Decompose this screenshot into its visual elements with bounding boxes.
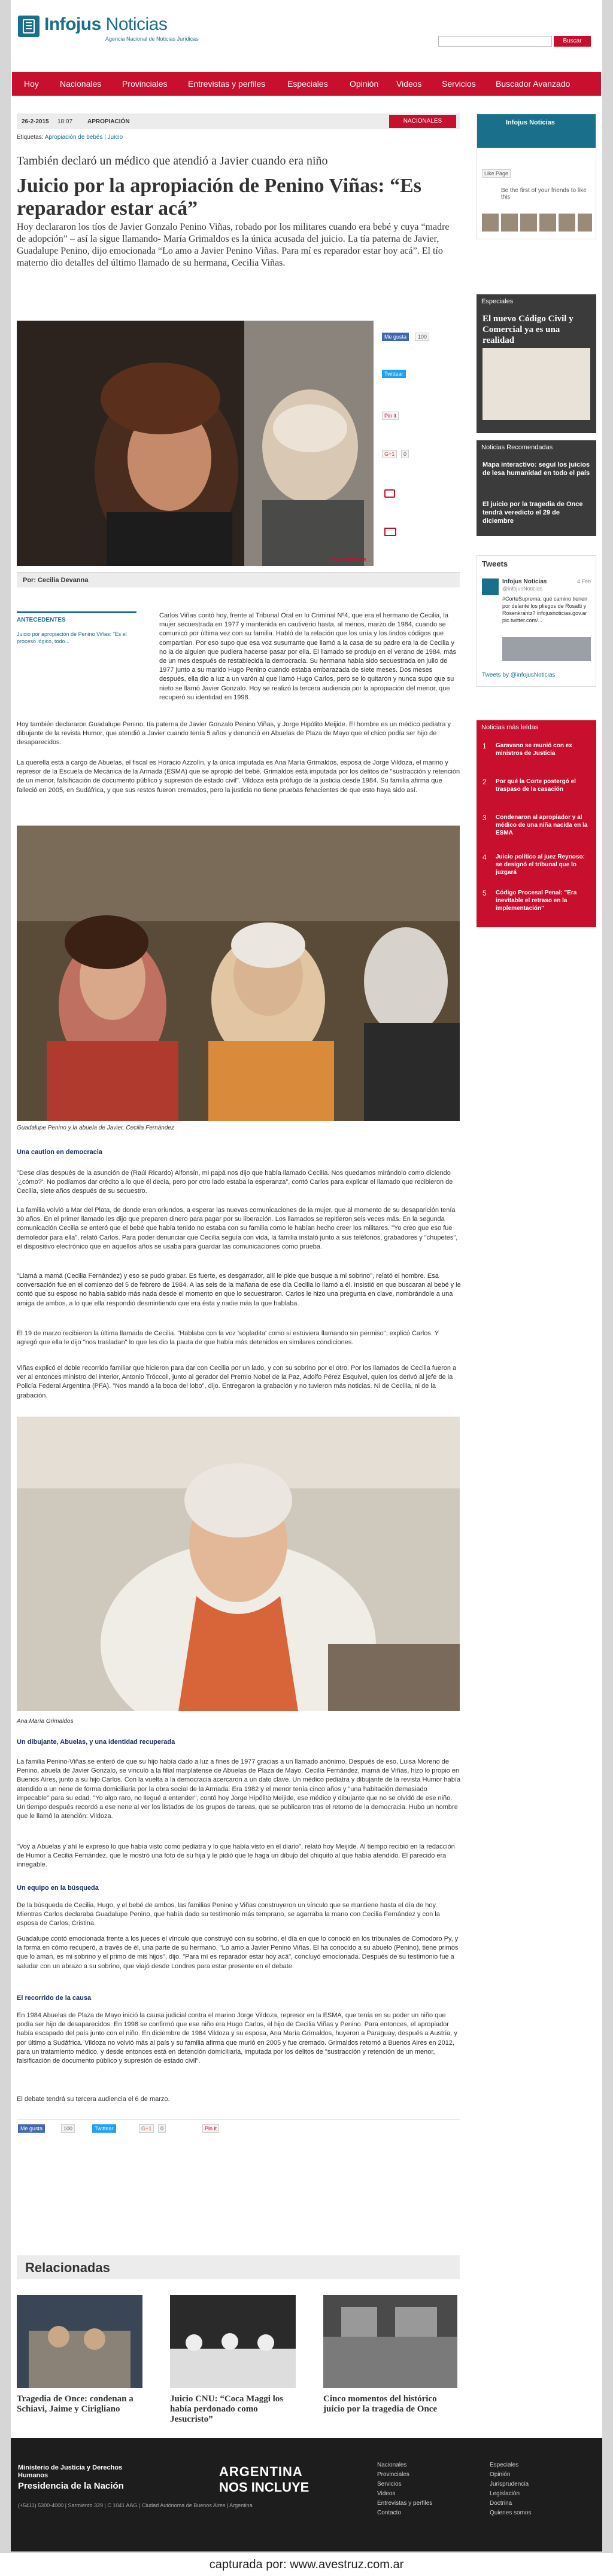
section-badge[interactable]: NACIONALES (389, 115, 456, 128)
footer-link[interactable]: Doctrina (490, 2500, 512, 2507)
especial-title[interactable]: El nuevo Código Civil y Comercial ya es una realidad (482, 314, 573, 345)
fb-page-name[interactable]: Infojus Noticias (506, 119, 555, 126)
presidency-name: Presidencia de la Nación (18, 2481, 124, 2491)
related-title-2[interactable]: Juicio CNU: “Coca Maggi los había perdonado como Jesucristo” (170, 2394, 284, 2424)
tag-links[interactable]: Apropiación de bebés | Juicio (44, 134, 123, 141)
bottom-google-plus-count: 0 (158, 2124, 166, 2133)
nav-provinciales[interactable]: Provinciales (122, 79, 168, 89)
nav-videos[interactable]: Videos (396, 79, 422, 89)
body-paragraph-7: El 19 de marzo recibieron la última llamada de Cecilia. "Hablaba con la voz 'sopladita' como si estuviera llamando sin permiso", explicó Carlos. Y agregó que ella le dijo "nos trasladan" lo que les dio la pauta de que había más detenidos en similares condiciones. (17, 1330, 439, 1347)
logo-icon[interactable] (18, 16, 40, 37)
nav-hoy[interactable]: Hoy (24, 79, 39, 89)
especiales-header: Especiales (477, 294, 596, 309)
bottom-google-plus[interactable]: G+1 (139, 2124, 154, 2133)
recom-item-2[interactable]: El juicio por la tragedia de Once tendrá veredicto el 29 de diciembre (482, 501, 583, 525)
body-paragraph-11: De la búsqueda de Cecilia, Hugo, y el bebé de ambos, las familias Penino y Viñas construyeron un vínculo que se mantiene hasta el día de hoy. Mientras Carlos declaraba Guadalupe Penino, que había dado su testimonio más temprano, se agarraba la mano con Cecilia Fernández y con la esposa de Carlos, Cristina. (17, 1902, 440, 1928)
nav-especiales[interactable]: Especiales (287, 79, 328, 89)
fb-like-page-button[interactable]: Like Page (482, 169, 511, 178)
slogan-line-2: NOS INCLUYE (219, 2480, 309, 2495)
subheading-3: Un equipo en la búsqueda (17, 1884, 99, 1892)
fb-friends-text: Be the first of your friends to like this (501, 187, 587, 200)
body-paragraph-9: La familia Penino-Viñas se enteró de que su hijo había dado a luz a fines de 1977 gracias a un llamado anónimo. Después de eso, Luisa Moreno de Penino, abuela de Javier Gonzalo, se vinculó a la filial marplatense de Abuelas de Plaza de Mayo. Cecilia Fernández, mamá de Viñas, hizo lo propio en Buenos Aires, junto a su hijo Carlos. Con la vuelta a la democracia acercaron a un dato clave. Un médico pediatra y dibujante de la revista Humor había atendido a un nene de forma domiciliaria por la obra social de la Armada. Era 1982 y el menor tenía cinco años y "una habitación demasiado impecable" para su edad. "Yo algo raro, no llegué a entender", contó hoy Jorge Hipólito Meijide, ese médico y dibujante que no se olvidó de ese niño. Un tiempo después recordó a ese nene al ver los listados de los grupos de tareas, que se publicaron tras el retorno de la democracia. Hubo un nombre que le llamó la atención: Vildoza. (17, 1758, 461, 1820)
nav-buscador[interactable]: Buscador Avanzado (496, 79, 570, 89)
article-kicker: También declaró un médico que atendió a Javier cuando era niño (17, 154, 328, 168)
facebook-like-count: 100 (415, 333, 429, 341)
facebook-like-button[interactable]: Me gusta (382, 333, 409, 341)
body-paragraph-1: Carlos Viñas contó hoy, frente al Tribunal Oral en lo Criminal Nº4, que era el hermano de Cecilia, la mujer secuestrada en 1977 y mantenida en cautiverio hasta, al menos, marzo de 1984, cuando se comunicó por última vez con su familia. Habló de la relación que los unía y los lindos códigos que compartían. Por eso supo que esa voz susurrante que llamó a la casa de su padre era la de Cecilia y no la de alguien que pudiera hacerse pasar por ella. El llamado se produjo en el verano de 1984, más de un mes después de restablecida la democracia. Su hermana había sido secuestrada en julio de 1977 junto a su marido Hugo Penino cuando estaba embarazada de siete meses. Dos meses después, ella dio a luz a un varón al que llamó Hugo Carlos, pero se lo quitaron y nunca supo que su nieto se llamó Javier Gonzalo. Hoy se realizó la tercera audiencia por la apropiación del menor, que recuperó su identidad en 1998. (159, 612, 456, 701)
google-plus-button[interactable]: G+1 (382, 450, 397, 458)
footer-link[interactable]: Quienes somos (490, 2510, 532, 2516)
body-paragraph-13: En 1984 Abuelas de Plaza de Mayo inició la causa judicial contra el marino Jorge Vildoza, represor en la ESMA, que tenía en su poder un niño que podía ser hijo de desaparecidos. En 1998 se confirmó que ese niño era Hugo Carlos, el hijo de Cecilia Viñas y Penino. Para entonces, el apropiador había escapado del país junto con el niño. En diciembre de 1984 Vildoza y su esposa, Ana María Grimaldos, huyeron a Paraguay, después a Austria, y por último a Sudáfrica. Vildoza no volvió más al país y su familia afirma que murió en 2005 y fue cremado. Grimaldos retornó a Buenos Aires en 2012, para un tratamiento médico, y desde entonces está en detención domiciliaria, imputada por los delitos de "sustracción y retención de un menor, falsificación de documento público y supresión de estado civil". (17, 2012, 457, 2065)
photo-3-illustration (17, 1417, 460, 1711)
footer-link[interactable]: Opinión (490, 2471, 511, 2478)
brand-logo[interactable]: Infojus Noticias (44, 14, 168, 34)
footer-link[interactable]: Provinciales (377, 2471, 409, 2478)
footer-link[interactable]: Jurisprudencia (490, 2481, 529, 2487)
related-title-3[interactable]: Cinco momentos del histórico juicio por la tragedia de Once (323, 2394, 438, 2414)
search-button[interactable]: Buscar (554, 36, 591, 47)
mas-leidas-item[interactable]: 5 Código Procesal Penal: "Era inevitable el retraso en la implementación" (482, 889, 577, 912)
body-paragraph-8: Viñas explicó el doble recorrido familiar que hicieron para dar con Cecilia por un lado, y con su sobrino por el otro. Por los llamados de Cecilia fueron a ver al entonces ministro del interior, Antonio Tróccoli, junto al gerador del Premio Nobel de la Paz, Adolfo Pérez Esquivel, quien los derivó al jefe de la Policía Federal Argentina (PFA). "Nos mandó a la boca del lobo", dijo. Entregaron la grabación y no tuvieron más noticias. Ni de Cecilia, ni de la grabación. (17, 1365, 457, 1399)
mas-leidas-list (477, 735, 596, 927)
print-icon[interactable] (384, 489, 395, 498)
body-paragraph-14: El debate tendrá su tercera audiencia el 6 de marzo. (17, 2096, 170, 2103)
rank-4: 4 (482, 853, 487, 861)
footer-address: (+5411) 5300-4000 | Sarmiento 329 | C 1041 AAG | Ciudad Autónoma de Buenos Aires | Argentina (18, 2502, 253, 2508)
antecedentes-head: ANTECEDENTES (17, 617, 66, 623)
bottom-facebook-like[interactable]: Me gusta (18, 2124, 45, 2133)
photo-2-caption: Guadalupe Penino y la abuela de Javier, Cecilia Fernández (17, 1125, 174, 1131)
photo-credit: Infojus/Noticias (329, 556, 366, 562)
body-paragraph-10: "Voy a Abuelas y ahí le expreso lo que había visto como pediatra y lo que había visto en el diario", relató hoy Meijide. Al tiempo recibió en la redacción de Humor a Cecilia Fernández, que le mostró una foto de su hija y le pidió que le haga un dibujo del chiquito al que había atendido. El parecido era innegable. (17, 1843, 455, 1869)
article-photo-3 (17, 1417, 460, 1711)
photo-3-caption: Ana María Grimaldos (17, 1718, 74, 1725)
footer-link[interactable]: Contacto (377, 2510, 402, 2516)
footer-link[interactable]: Legislación (490, 2490, 520, 2497)
email-icon[interactable] (384, 528, 396, 536)
body-paragraph-12: Guadalupe contó emocionada frente a los jueces el vínculo que construyó con su sobrino, el día en que lo conoció en los tribunales de Comodoro Py, y la forma en cómo recuperó, a través de él, una parte de su hermano. "Lo amo a Javier Penino Viñas. El ha conocido a su abuelo (Penino), tiene primos que lo aman, es mi sobrino y el primo de mis hijos", dijo. "Para mí es reparador estar hoy acá", concluyó emocionada. Después de su testimonio fue a saludar con un abrazo a su sobrino, que viajó desde Londres para estar presente en el debate. (17, 1935, 459, 1970)
related-title-1[interactable]: Tragedia de Once: condenan a Schiavi, Jaime y Cirigliano (17, 2394, 133, 2414)
especial-image (482, 348, 590, 420)
especiales-card[interactable] (477, 309, 596, 433)
recomendadas-header: Noticias Recomendadas (477, 440, 596, 455)
body-paragraph-2: Hoy también declararon Guadalupe Penino, tía paterna de Javier Gonzalo Penino Viñas, y Jorge Hipólito Meijide. El hombre es un médico pediatra y dibujante de la revista Humor, que atendió a Javier cuando tenía 5 años y denunció en Abuelas de Plaza de Mayo que el chico podía ser hijo de desaparecidos. (17, 721, 451, 747)
ministry-name: Ministerio de Justicia y Derechos Humanos (18, 2464, 123, 2479)
tweet-avatar (482, 578, 499, 595)
bottom-facebook-count: 100 (61, 2124, 75, 2133)
article-byline: Por: Cecilia Devanna (17, 572, 460, 587)
slogan-line-1: ARGENTINA (219, 2464, 303, 2479)
tweets-header: Tweets (482, 559, 508, 568)
photo-illustration (17, 321, 374, 566)
tweet-user[interactable]: Infojus Noticias (502, 578, 547, 585)
footer-link[interactable]: Servicios (377, 2481, 402, 2487)
footer-link[interactable]: Nacionales (377, 2462, 407, 2468)
article-lead: Hoy declararon los tíos de Javier Gonzalo Penino Viñas, robado por los militares cuando era bebé y cuya “madre de adopción” – así la sigue llamando- María Grimaldos es la única acusada del juicio. La tía paterna de Javier, Guadalupe Penino, dijo emocionada “Lo amo a Javier Penino Viñas. Para mí es reparador estar hoy acá”. El tío materno dio detalles del último llamado de su hermana, Cecilia Viñas. (17, 222, 450, 268)
article-tags: Etiquetas: Apropiación de bebés | Juicio (17, 134, 123, 141)
rank-3: 3 (482, 814, 487, 822)
rank-5: 5 (482, 889, 487, 897)
recom-item-1[interactable]: Mapa interactivo: seguí los juicios de lesa humanidad en todo el país (482, 461, 590, 477)
twitter-share-button[interactable]: Twittear (382, 370, 406, 378)
fb-friends-avatars (482, 214, 592, 232)
tweet-time: 4 Feb (576, 578, 591, 584)
bottom-twitter-button[interactable]: Twittear (92, 2124, 116, 2133)
twitter-widget (477, 555, 596, 687)
site-footer (11, 2438, 602, 2551)
mas-leidas-item[interactable]: 3 Condenaron al apropiador y al médico de una niña nacida en la ESMA (482, 814, 588, 836)
article-time: 18:07 (57, 118, 73, 125)
body-paragraph-4: "Dese días después de la asunción de (Raúl Ricardo) Alfonsín, mi papá nos dijo que había llamado Cecilia. Nos quedamos mirándolo como diciendo '¿cómo?'. No podíamos dar crédito a lo que él decía, pero por otro lado estaba la esperanza", contó Carlos para explicar el llamado que recibieron de Cecilia, siete años después de su secuestro. (17, 1170, 453, 1195)
capture-credit: capturada por: www.avestruz.com.ar (0, 2553, 613, 2576)
body-paragraph-6: "Llamá a mamá (Cecilia Fernández) y eso se pudo grabar. Es fuerte, es desgarrador, allí le pide que busque a mi sobrino", relató el hombre. Esa conversación fue en el comienzo del 5 de febrero de 1984. A las seis de la mañana de ese día Cecilia lo llamó a él. Insistió en que buscaran al bebé y le contó que su esposo no había sabido más nada desde el momento en que lo secuestraron. Carlos le hizo una pregunta en clave, nombrándole a una amiga de ambos, a lo que ella respondió desmintiendo que era ésta y nadie más la que hablaba. (17, 1272, 461, 1307)
antecedentes-box (17, 611, 136, 645)
article-title: Juicio por la apropiación de Penino Viñas: “Es reparador estar acá” (17, 175, 422, 220)
main-nav (12, 72, 601, 96)
body-paragraph-3: La querella está a cargo de Abuelas, el fiscal es Horacio Azzolín, y la única imputada es Ana María Grimaldos, esposa de Jorge Vildoza, el marino y represor de la Escuela de Mecánica de la Armada (ESMA) que se apropió del bebé. Grimaldos está imputada por los delitos de "sustracción y retención de un menor, falsificación de documento público y supresión de estado civil". Vildoza está prófugo de la justicia desde 1984. Su familia afirma que falleció en 2005, en Sudáfrica, y que sus restos fueron cremados, pero la justicia no tiene pruebas fehacientes de que esto haya sido así. (17, 759, 460, 794)
body-paragraph-5: La familia volvió a Mar del Plata, de donde eran oriundos, a esperar las nuevas comunicaciones de la mujer, que al momento de su desaparición tenía 30 años. En el primer llamado les dijo que preparen dinero para pagar por su liberación. Los llamados se repitieron seis veces más. En la segunda comunicación Cecilia se enteró que el bebé que había tenido no estaba con su familia como le habían hecho creer los militares. "Yo creo que eso fue demoledor para ella", relató Carlos. Para poder denunciar que Cecilia seguía con vida, la familia instaló junto a sus teléfonos, grabadores y "chupetes", el dispositivo electrónico que en aquellos años se usaba para guardar las comunicaciones como prueba. (17, 1207, 458, 1250)
bottom-share-bar (17, 2119, 460, 2137)
footer-link[interactable]: Entrevistas y perfiles (377, 2500, 433, 2507)
rank-2: 2 (482, 778, 487, 786)
rank-1: 1 (482, 742, 487, 750)
nav-nacionales[interactable]: Nacionales (60, 79, 102, 89)
mas-leidas-header: Noticias más leídas (477, 720, 596, 735)
related-thumb-2 (170, 2295, 296, 2388)
related-header: Relacionadas (17, 2255, 460, 2279)
related-thumb-1 (17, 2295, 142, 2388)
sidebar-facebook-widget (477, 114, 596, 239)
mas-leidas-item[interactable]: 1 Garavano se reunió con ex ministros de Justicia (482, 742, 572, 757)
tweet-image[interactable] (502, 637, 591, 661)
tweets-by-link[interactable]: Tweets by @infojusNoticias (482, 672, 556, 678)
article-main-photo (17, 321, 374, 566)
tweet-handle[interactable]: @infojusNoticias (502, 586, 543, 592)
recomendadas-list (477, 455, 596, 536)
article-photo-2 (17, 826, 460, 1121)
nav-opinion[interactable]: Opinión (350, 79, 379, 89)
photo-2-illustration (17, 826, 460, 1121)
nav-entrevistas[interactable]: Entrevistas y perfiles (188, 79, 266, 89)
related-thumb-3 (323, 2295, 457, 2388)
nav-servicios[interactable]: Servicios (442, 79, 476, 89)
article-section: APROPIACIÓN (87, 118, 130, 125)
mas-leidas-item[interactable]: 2 Por qué la Corte postergó el traspaso de la casación (482, 778, 576, 793)
bottom-pinterest[interactable]: Pin it (202, 2124, 219, 2133)
subheading-4: El recorrido de la causa (17, 1995, 92, 2002)
brand-tagline: Agencia Nacional de Noticias Jurídicas (105, 36, 199, 42)
antecedentes-link[interactable]: Juicio por apropiación de Penino Viñas: "Es el proceso lógico, todo... (17, 631, 127, 644)
article-date: 26-2-2015 (22, 118, 49, 125)
footer-link[interactable]: Videos (377, 2490, 396, 2497)
footer-link[interactable]: Especiales (490, 2462, 519, 2468)
subheading-1: Una caution en democracia (17, 1149, 103, 1156)
tweet-text: #CorteSuprema: qué camino tienen por delante los pliegos de Rosatti y Rosenkrantz? infojusnoticias.gov.ar pic.twitter.com/... (502, 596, 588, 623)
google-plus-count: 0 (401, 450, 409, 458)
search-input[interactable] (438, 36, 552, 47)
subheading-2: Un dibujante, Abuelas, y una identidad recuperada (17, 1738, 175, 1746)
mas-leidas-item[interactable]: 4 Juicio político al juez Reynoso: se designó el tribunal que lo juzgará (482, 853, 585, 876)
pinterest-button[interactable]: Pin it (382, 412, 399, 420)
